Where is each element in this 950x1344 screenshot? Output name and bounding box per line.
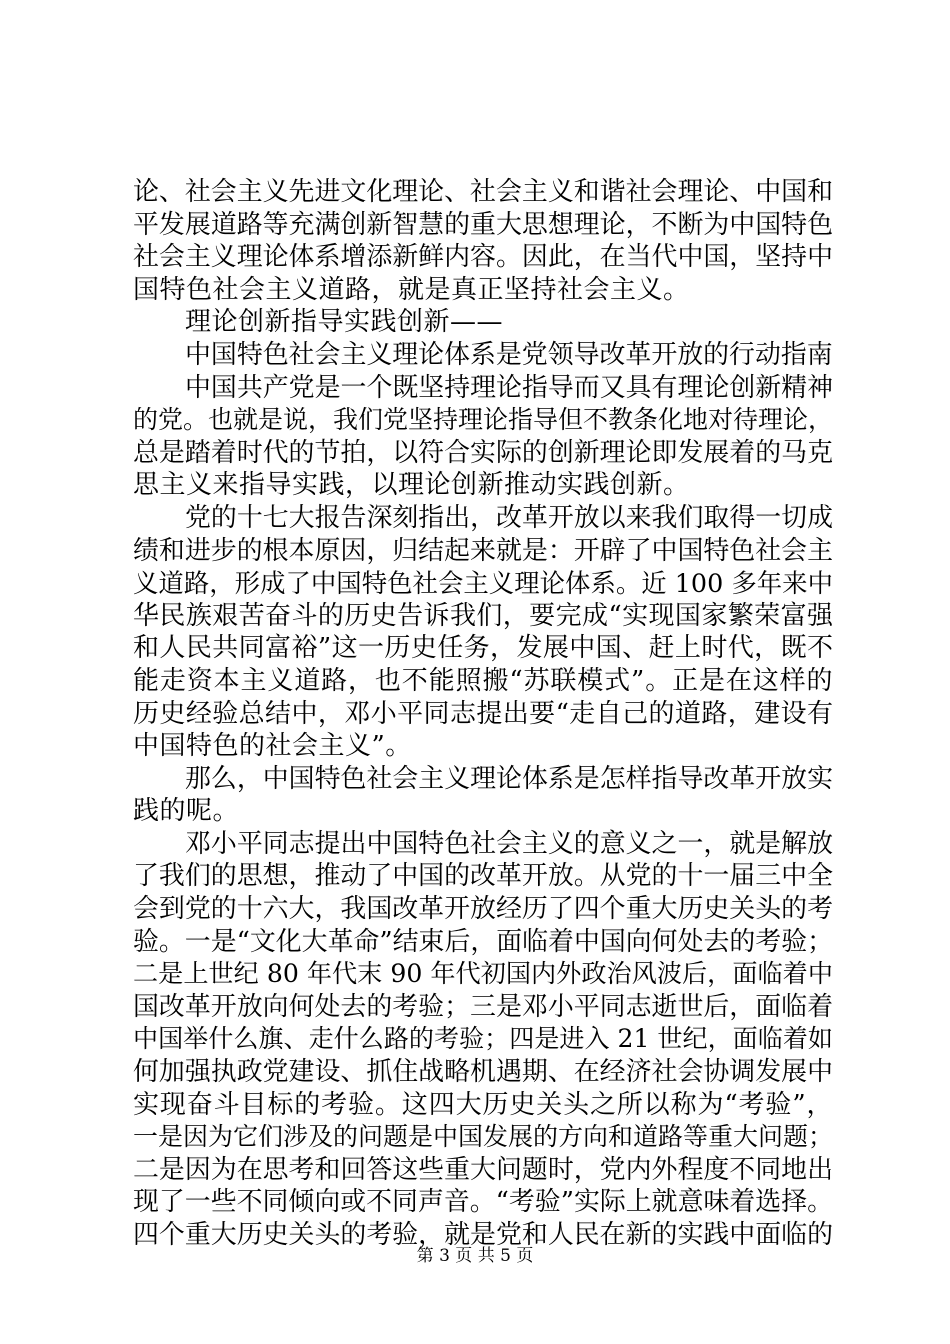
text-line: 中国特色的社会主义”。 bbox=[133, 731, 412, 762]
text-line: 四个重大历史关头的考验，就是党和人民在新的实践中面临的 bbox=[133, 1220, 833, 1250]
text-line: 平发展道路等充满创新智慧的重大思想理论，不断为中国特色 bbox=[133, 209, 833, 240]
text-line: 现了一些不同倾向或不同声音。“考验”实际上就意味着选择。 bbox=[133, 1187, 833, 1218]
text-line: 总是踏着时代的节拍，以符合实际的创新理论即发展着的马克 bbox=[133, 437, 833, 468]
text-line: 会到党的十六大，我国改革开放经历了四个重大历史关头的考 bbox=[133, 894, 833, 925]
text-line: 二是上世纪 80 年代末 90 年代初国内外政治风波后，面临着中 bbox=[133, 959, 833, 989]
text-line: 那么，中国特色社会主义理论体系是怎样指导改革开放实 bbox=[185, 763, 833, 794]
text-line: 的党。也就是说，我们党坚持理论指导但不教条化地对待理论， bbox=[133, 405, 834, 435]
text-line: 能走资本主义道路，也不能照搬“苏联模式”。正是在这样的 bbox=[133, 665, 833, 696]
text-line: 华民族艰苦奋斗的历史告诉我们，要完成“实现国家繁荣富强 bbox=[133, 600, 833, 631]
text-line: 中国特色社会主义理论体系是党领导改革开放的行动指南 bbox=[185, 339, 833, 370]
text-line: 思主义来指导实践，以理论创新推动实践创新。 bbox=[133, 470, 690, 501]
text-line: 义道路，形成了中国特色社会主义理论体系。近 100 多年来中 bbox=[133, 568, 833, 599]
text-line: 了我们的思想，推动了中国的改革开放。从党的十一届三中全 bbox=[133, 861, 833, 892]
text-line: 党的十七大报告深刻指出，改革开放以来我们取得一切成 bbox=[185, 502, 833, 533]
text-line: 国特色社会主义道路，就是真正坚持社会主义。 bbox=[133, 274, 690, 305]
text-line: 和人民共同富裕”这一历史任务，发展中国、赶上时代，既不 bbox=[133, 633, 833, 664]
text-line: 论、社会主义先进文化理论、社会主义和谐社会理论、中国和 bbox=[133, 177, 833, 207]
text-line: 实现奋斗目标的考验。这四大历史关头之所以称为“考验”， bbox=[133, 1089, 833, 1120]
text-line: 验。一是“文化大革命”结束后，面临着中国向何处去的考验； bbox=[133, 926, 833, 957]
body-text bbox=[133, 176, 833, 1252]
page-footer: 第 3 页 共 5 页 bbox=[416, 1246, 534, 1266]
text-line: 二是因为在思考和回答这些重大问题时，党内外程度不同地出 bbox=[133, 1154, 833, 1185]
text-line: 中国共产党是一个既坚持理论指导而又具有理论创新精神 bbox=[185, 372, 833, 403]
text-line: 一是因为它们涉及的问题是中国发展的方向和道路等重大问题； bbox=[133, 1122, 834, 1152]
text-line: 中国举什么旗、走什么路的考验；四是进入 21 世纪，面临着如 bbox=[133, 1024, 833, 1054]
text-line: 历史经验总结中，邓小平同志提出要“走自己的道路，建设有 bbox=[133, 698, 833, 729]
text-line: 践的呢。 bbox=[133, 796, 240, 827]
text-line: 绩和进步的根本原因，归结起来就是：开辟了中国特色社会主 bbox=[133, 535, 833, 566]
text-line: 邓小平同志提出中国特色社会主义的意义之一，就是解放 bbox=[185, 828, 833, 859]
text-line: 社会主义理论体系增添新鲜内容。因此，在当代中国，坚持中 bbox=[133, 242, 833, 273]
text-line: 理论创新指导实践创新—— bbox=[185, 307, 504, 338]
text-line: 何加强执政党建设、抓住战略机遇期、在经济社会协调发展中 bbox=[133, 1057, 833, 1088]
text-line: 国改革开放向何处去的考验；三是邓小平同志逝世后，面临着 bbox=[133, 991, 833, 1022]
